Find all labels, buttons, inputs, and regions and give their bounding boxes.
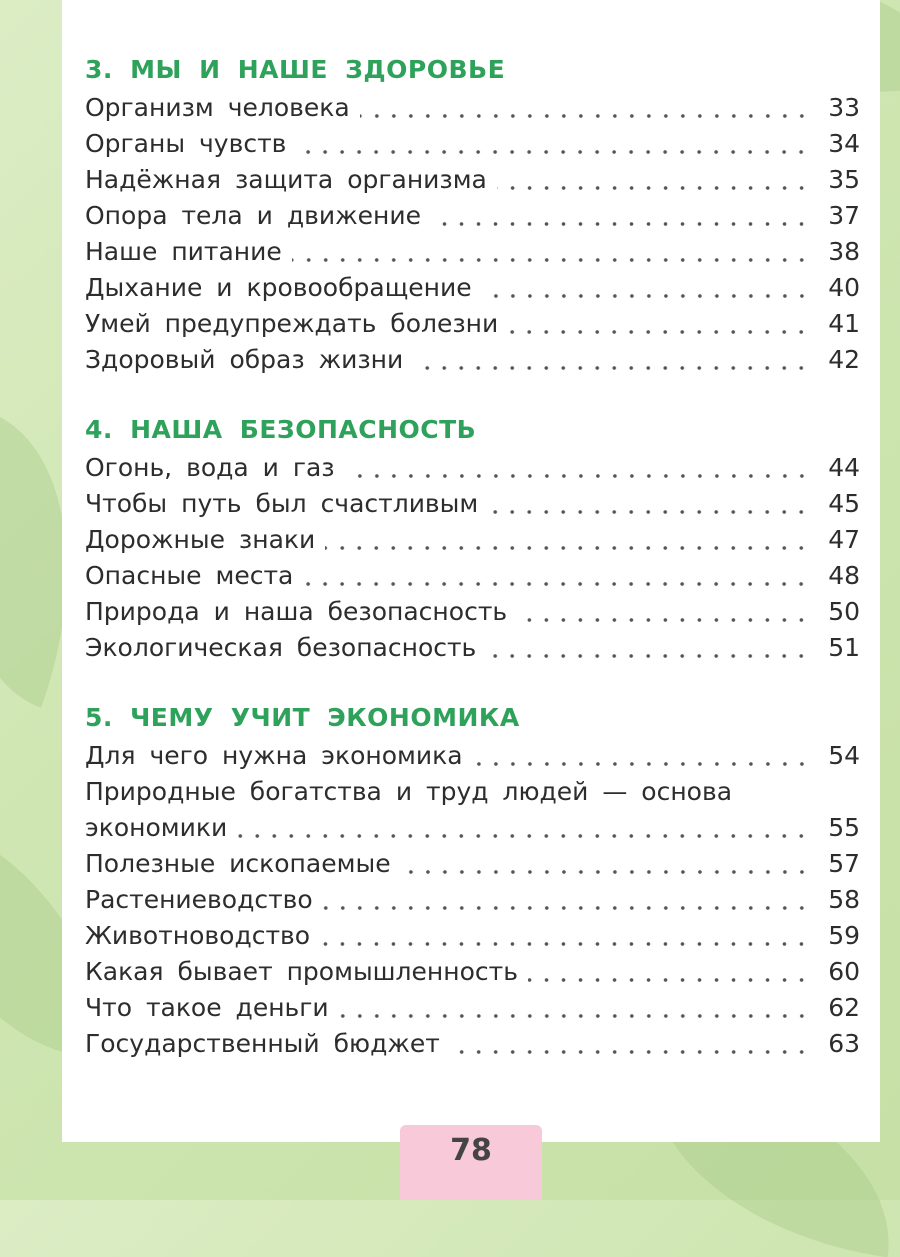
toc-entry[interactable] — [85, 126, 860, 162]
entry-page-number: 40 — [828, 273, 860, 302]
dot-leader — [488, 508, 810, 516]
dot-leader — [486, 652, 810, 660]
dot-leader — [482, 292, 810, 300]
entry-list — [85, 450, 860, 666]
dot-leader — [517, 616, 810, 624]
entry-page-number: 34 — [828, 129, 860, 158]
entry-label: Дыхание и кровообращение — [85, 273, 472, 302]
entry-page-number: 42 — [828, 345, 860, 374]
entry-page-number: 33 — [828, 93, 860, 122]
entry-page-number: 37 — [828, 201, 860, 230]
entry-page-number: 57 — [828, 849, 860, 878]
toc-section — [85, 50, 860, 378]
dot-leader — [497, 184, 810, 192]
entry-page-number: 62 — [828, 993, 860, 1022]
toc-entry[interactable] — [85, 234, 860, 270]
entry-list — [85, 90, 860, 378]
entry-page-number: 59 — [828, 921, 860, 950]
page-number-tab — [400, 1125, 542, 1200]
dot-leader — [325, 544, 810, 552]
toc-entry[interactable] — [85, 630, 860, 666]
dot-leader — [528, 976, 810, 984]
dot-leader — [508, 328, 810, 336]
entry-label: Животноводство — [85, 921, 311, 950]
entry-label: Опасные места — [85, 561, 294, 590]
toc-entry[interactable] — [85, 774, 860, 846]
toc-entry[interactable] — [85, 918, 860, 954]
entry-label: Дорожные знаки — [85, 525, 316, 554]
entry-page-number: 45 — [828, 489, 860, 518]
toc-entry[interactable] — [85, 342, 860, 378]
entry-label: Экологическая безопасность — [85, 633, 477, 662]
page-number: 78 — [450, 1133, 492, 1168]
toc-entry[interactable] — [85, 450, 860, 486]
dot-leader — [413, 364, 810, 372]
entry-label: Умей предупреждать болезни — [85, 309, 499, 338]
dot-leader — [237, 832, 810, 840]
entry-page-number: 38 — [828, 237, 860, 266]
toc-entry[interactable] — [85, 558, 860, 594]
entry-label: Чтобы путь был счастливым — [85, 489, 479, 518]
toc-entry[interactable] — [85, 954, 860, 990]
toc-entry[interactable] — [85, 198, 860, 234]
dot-leader — [320, 940, 810, 948]
toc-entry[interactable] — [85, 162, 860, 198]
dot-leader — [450, 1048, 810, 1056]
table-of-contents — [85, 50, 860, 1062]
entry-page-number: 35 — [828, 165, 860, 194]
entry-page-number: 60 — [828, 957, 860, 986]
toc-entry[interactable] — [85, 882, 860, 918]
entry-label: Что такое деньги — [85, 993, 329, 1022]
entry-page-number: 41 — [828, 309, 860, 338]
entry-label: Природа и наша безопасность — [85, 597, 508, 626]
section-title: 3. МЫ И НАШЕ ЗДОРОВЬЕ — [85, 55, 506, 84]
dot-leader — [401, 868, 810, 876]
entry-label: Полезные ископаемые — [85, 849, 391, 878]
entry-page-number: 55 — [828, 813, 860, 842]
toc-entry[interactable] — [85, 486, 860, 522]
entry-label: Организм человека — [85, 93, 350, 122]
entry-label: Здоровый образ жизни — [85, 345, 404, 374]
entry-label: Для чего нужна экономика — [85, 741, 463, 770]
toc-entry[interactable] — [85, 738, 860, 774]
dot-leader — [292, 256, 810, 264]
toc-entry[interactable] — [85, 90, 860, 126]
toc-entry[interactable] — [85, 594, 860, 630]
dot-leader — [473, 760, 810, 768]
dot-leader — [296, 148, 810, 156]
toc-entry[interactable] — [85, 990, 860, 1026]
toc-section — [85, 410, 860, 666]
entry-label: Надёжная защита организма — [85, 165, 487, 194]
entry-page-number: 54 — [828, 741, 860, 770]
entry-label: Огонь, вода и газ — [85, 453, 335, 482]
entry-label: Какая бывает промышленность — [85, 957, 518, 986]
entry-label: Наше питание — [85, 237, 282, 266]
toc-entry[interactable] — [85, 846, 860, 882]
toc-section — [85, 698, 860, 1062]
dot-leader — [339, 1012, 810, 1020]
entry-label: Опора тела и движение — [85, 201, 421, 230]
entry-list — [85, 738, 860, 1062]
dot-leader — [303, 580, 810, 588]
entry-label: Органы чувств — [85, 129, 287, 158]
entry-label: Растениеводство — [85, 885, 313, 914]
toc-entry[interactable] — [85, 1026, 860, 1062]
toc-entry[interactable] — [85, 306, 860, 342]
entry-page-number: 50 — [828, 597, 860, 626]
entry-page-number: 58 — [828, 885, 860, 914]
entry-page-number: 48 — [828, 561, 860, 590]
entry-label: Природные богатства и труд людей — основа — [85, 777, 733, 806]
entry-page-number: 47 — [828, 525, 860, 554]
section-title: 5. ЧЕМУ УЧИТ ЭКОНОМИКА — [85, 703, 520, 732]
entry-label-continuation: экономики — [85, 813, 228, 842]
section-title: 4. НАША БЕЗОПАСНОСТЬ — [85, 415, 477, 444]
dot-leader — [431, 220, 810, 228]
entry-label: Государственный бюджет — [85, 1029, 440, 1058]
toc-entry[interactable] — [85, 270, 860, 306]
toc-entry[interactable] — [85, 522, 860, 558]
entry-page-number: 51 — [828, 633, 860, 662]
entry-page-number: 63 — [828, 1029, 860, 1058]
dot-leader — [360, 112, 810, 120]
dot-leader — [323, 904, 810, 912]
dot-leader — [345, 472, 810, 480]
entry-page-number: 44 — [828, 453, 860, 482]
